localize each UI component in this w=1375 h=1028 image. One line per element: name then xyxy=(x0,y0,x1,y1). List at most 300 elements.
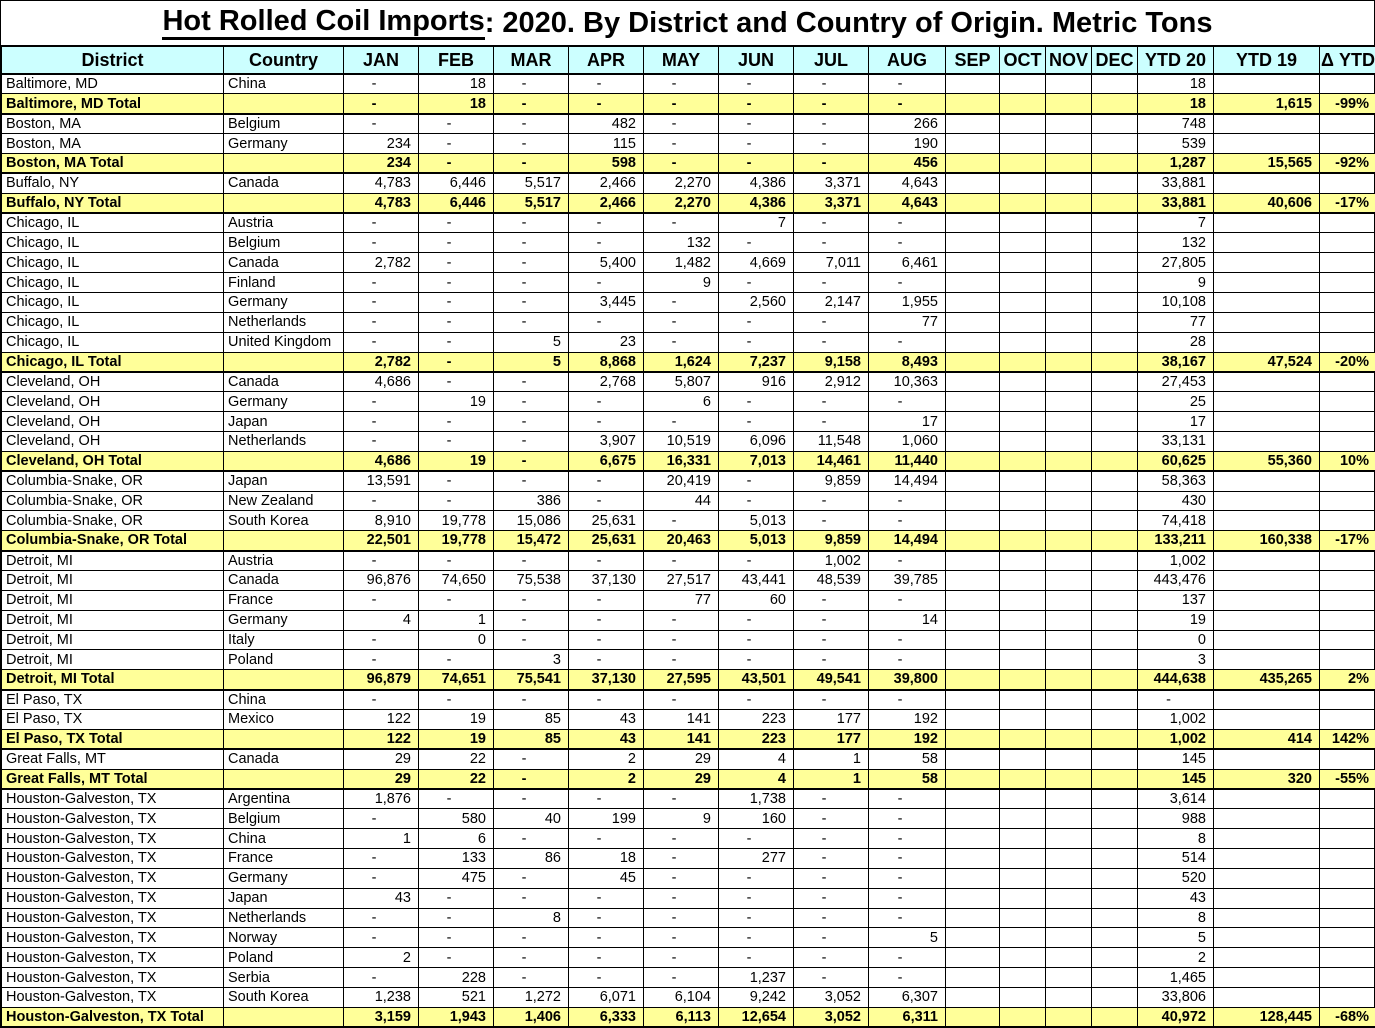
cell-apr: - xyxy=(569,590,644,610)
cell-jun: 277 xyxy=(719,849,794,869)
cell-apr: 2,466 xyxy=(569,193,644,213)
cell-mar: - xyxy=(494,948,569,968)
cell-dec xyxy=(1092,511,1138,531)
cell-oct xyxy=(1000,988,1046,1008)
cell-district: Chicago, IL xyxy=(2,233,224,253)
cell-country: Germany xyxy=(224,392,344,412)
cell-country: Mexico xyxy=(224,710,344,730)
district-total-row xyxy=(2,352,1375,372)
cell-aug: 39,800 xyxy=(869,670,946,690)
cell-country: France xyxy=(224,849,344,869)
cell-may: - xyxy=(644,928,719,948)
cell-feb: 19 xyxy=(419,451,494,471)
table-row xyxy=(2,511,1375,531)
cell-nov xyxy=(1046,849,1092,869)
cell-delta-ytd xyxy=(1320,888,1375,908)
cell-nov xyxy=(1046,690,1092,710)
cell-jan: 234 xyxy=(344,153,419,173)
cell-nov xyxy=(1046,511,1092,531)
cell-feb: - xyxy=(419,650,494,670)
cell-apr: - xyxy=(569,948,644,968)
cell-dec xyxy=(1092,829,1138,849)
column-header-ytd: Δ YTD xyxy=(1320,46,1375,74)
cell-delta-ytd xyxy=(1320,610,1375,630)
cell-apr: 2 xyxy=(569,749,644,769)
cell-feb: 1 xyxy=(419,610,494,630)
cell-nov xyxy=(1046,213,1092,233)
cell-nov xyxy=(1046,372,1092,392)
table-row xyxy=(2,372,1375,392)
cell-jan: - xyxy=(344,968,419,988)
cell-delta-ytd xyxy=(1320,928,1375,948)
table-row xyxy=(2,213,1375,233)
cell-nov xyxy=(1046,153,1092,173)
cell-country: Germany xyxy=(224,868,344,888)
cell-jan: - xyxy=(344,849,419,869)
cell-jan: - xyxy=(344,928,419,948)
table-row xyxy=(2,809,1375,829)
cell-ytd20: 137 xyxy=(1138,590,1214,610)
cell-jun: 7,013 xyxy=(719,451,794,471)
cell-feb: - xyxy=(419,213,494,233)
cell-may: 1,482 xyxy=(644,253,719,273)
cell-dec xyxy=(1092,431,1138,451)
cell-ytd19 xyxy=(1214,849,1320,869)
cell-apr: - xyxy=(569,233,644,253)
column-header-jun: JUN xyxy=(719,46,794,74)
cell-may: 6 xyxy=(644,392,719,412)
cell-ytd20: 43 xyxy=(1138,888,1214,908)
cell-mar: - xyxy=(494,134,569,154)
cell-ytd20: 3,614 xyxy=(1138,789,1214,809)
cell-mar: - xyxy=(494,829,569,849)
cell-ytd19 xyxy=(1214,710,1320,730)
cell-oct xyxy=(1000,253,1046,273)
cell-jun: 4 xyxy=(719,749,794,769)
cell-dec xyxy=(1092,690,1138,710)
cell-mar: - xyxy=(494,153,569,173)
cell-dec xyxy=(1092,789,1138,809)
cell-feb: 19 xyxy=(419,729,494,749)
cell-ytd20: 28 xyxy=(1138,332,1214,352)
table-row xyxy=(2,292,1375,312)
cell-dec xyxy=(1092,392,1138,412)
cell-oct xyxy=(1000,312,1046,332)
cell-ytd20: 27,805 xyxy=(1138,253,1214,273)
cell-jan: 1,238 xyxy=(344,988,419,1008)
cell-mar: - xyxy=(494,630,569,650)
cell-jun: 4,669 xyxy=(719,253,794,273)
cell-apr: - xyxy=(569,650,644,670)
cell-oct xyxy=(1000,451,1046,471)
cell-ytd19 xyxy=(1214,888,1320,908)
cell-district: Cleveland, OH xyxy=(2,431,224,451)
cell-ytd19 xyxy=(1214,412,1320,432)
cell-delta-ytd xyxy=(1320,908,1375,928)
cell-district: Cleveland, OH xyxy=(2,372,224,392)
cell-ytd20: 60,625 xyxy=(1138,451,1214,471)
table-row xyxy=(2,849,1375,869)
cell-mar: - xyxy=(494,968,569,988)
cell-apr: - xyxy=(569,412,644,432)
cell-aug: 58 xyxy=(869,749,946,769)
cell-district: Houston-Galveston, TX Total xyxy=(2,1007,224,1027)
cell-jun: - xyxy=(719,610,794,630)
cell-feb: - xyxy=(419,134,494,154)
table-row xyxy=(2,829,1375,849)
cell-apr: - xyxy=(569,551,644,571)
cell-ytd20: 145 xyxy=(1138,749,1214,769)
table-row xyxy=(2,253,1375,273)
cell-aug: - xyxy=(869,908,946,928)
cell-mar: - xyxy=(494,74,569,94)
cell-jan: 1,876 xyxy=(344,789,419,809)
cell-country xyxy=(224,352,344,372)
cell-ytd19: 414 xyxy=(1214,729,1320,749)
cell-delta-ytd xyxy=(1320,749,1375,769)
cell-ytd20: 38,167 xyxy=(1138,352,1214,372)
cell-jun: 43,441 xyxy=(719,570,794,590)
cell-feb: - xyxy=(419,551,494,571)
cell-district: Cleveland, OH xyxy=(2,412,224,432)
cell-jul: 2,147 xyxy=(794,292,869,312)
cell-ytd20: 1,287 xyxy=(1138,153,1214,173)
cell-oct xyxy=(1000,491,1046,511)
cell-may: - xyxy=(644,292,719,312)
table-row xyxy=(2,968,1375,988)
cell-dec xyxy=(1092,968,1138,988)
cell-nov xyxy=(1046,551,1092,571)
cell-sep xyxy=(946,332,1000,352)
cell-mar: 15,086 xyxy=(494,511,569,531)
cell-district: Columbia-Snake, OR Total xyxy=(2,531,224,551)
table-row xyxy=(2,551,1375,571)
cell-jun: 5,013 xyxy=(719,511,794,531)
cell-ytd19: 435,265 xyxy=(1214,670,1320,690)
cell-jan: - xyxy=(344,491,419,511)
cell-mar: - xyxy=(494,114,569,134)
cell-may: - xyxy=(644,312,719,332)
cell-sep xyxy=(946,710,1000,730)
cell-ytd19 xyxy=(1214,173,1320,193)
cell-feb: - xyxy=(419,114,494,134)
cell-mar: 5,517 xyxy=(494,173,569,193)
cell-mar: 3 xyxy=(494,650,569,670)
cell-country: New Zealand xyxy=(224,491,344,511)
cell-feb: 19 xyxy=(419,392,494,412)
cell-feb: - xyxy=(419,233,494,253)
cell-jun: 7 xyxy=(719,213,794,233)
cell-mar: 1,272 xyxy=(494,988,569,1008)
cell-jun: - xyxy=(719,829,794,849)
cell-apr: - xyxy=(569,630,644,650)
cell-aug: 17 xyxy=(869,412,946,432)
cell-sep xyxy=(946,729,1000,749)
cell-jul: - xyxy=(794,233,869,253)
cell-mar: - xyxy=(494,412,569,432)
cell-jun: - xyxy=(719,412,794,432)
cell-mar: - xyxy=(494,292,569,312)
cell-ytd19 xyxy=(1214,551,1320,571)
district-total-row xyxy=(2,153,1375,173)
cell-district: Houston-Galveston, TX xyxy=(2,868,224,888)
cell-country xyxy=(224,769,344,789)
cell-dec xyxy=(1092,769,1138,789)
cell-apr: 43 xyxy=(569,729,644,749)
cell-may: - xyxy=(644,213,719,233)
cell-jun: 1,738 xyxy=(719,789,794,809)
cell-nov xyxy=(1046,749,1092,769)
cell-feb: 18 xyxy=(419,74,494,94)
cell-delta-ytd: -99% xyxy=(1320,94,1375,114)
cell-jun: 7,237 xyxy=(719,352,794,372)
cell-ytd19: 40,606 xyxy=(1214,193,1320,213)
cell-oct xyxy=(1000,392,1046,412)
cell-nov xyxy=(1046,988,1092,1008)
cell-country: South Korea xyxy=(224,988,344,1008)
cell-aug: - xyxy=(869,392,946,412)
cell-country: Canada xyxy=(224,253,344,273)
cell-ytd19 xyxy=(1214,590,1320,610)
cell-oct xyxy=(1000,570,1046,590)
cell-ytd20: 10,108 xyxy=(1138,292,1214,312)
cell-delta-ytd xyxy=(1320,968,1375,988)
cell-dec xyxy=(1092,213,1138,233)
cell-sep xyxy=(946,590,1000,610)
cell-dec xyxy=(1092,1007,1138,1027)
cell-ytd19 xyxy=(1214,868,1320,888)
cell-jul: - xyxy=(794,908,869,928)
cell-mar: - xyxy=(494,94,569,114)
cell-jun: 60 xyxy=(719,590,794,610)
cell-oct xyxy=(1000,74,1046,94)
cell-ytd20: 748 xyxy=(1138,114,1214,134)
cell-jun: 1,237 xyxy=(719,968,794,988)
district-total-row xyxy=(2,531,1375,551)
cell-jan: 4,686 xyxy=(344,372,419,392)
cell-country: Austria xyxy=(224,213,344,233)
cell-jul: - xyxy=(794,332,869,352)
cell-sep xyxy=(946,451,1000,471)
cell-may: - xyxy=(644,849,719,869)
cell-aug: 11,440 xyxy=(869,451,946,471)
cell-jun: 916 xyxy=(719,372,794,392)
cell-jul: - xyxy=(794,74,869,94)
cell-district: Houston-Galveston, TX xyxy=(2,829,224,849)
cell-dec xyxy=(1092,729,1138,749)
cell-sep xyxy=(946,1007,1000,1027)
cell-district: Detroit, MI xyxy=(2,610,224,630)
table-row xyxy=(2,114,1375,134)
cell-jan: - xyxy=(344,292,419,312)
column-header-district: District xyxy=(2,46,224,74)
cell-aug: - xyxy=(869,888,946,908)
cell-ytd20: 133,211 xyxy=(1138,531,1214,551)
cell-nov xyxy=(1046,1007,1092,1027)
cell-country: Japan xyxy=(224,471,344,491)
cell-ytd19 xyxy=(1214,690,1320,710)
table-row xyxy=(2,590,1375,610)
table-row xyxy=(2,749,1375,769)
cell-country: Netherlands xyxy=(224,312,344,332)
cell-sep xyxy=(946,968,1000,988)
cell-country xyxy=(224,451,344,471)
cell-ytd19 xyxy=(1214,988,1320,1008)
cell-ytd20: 25 xyxy=(1138,392,1214,412)
cell-nov xyxy=(1046,233,1092,253)
cell-nov xyxy=(1046,710,1092,730)
cell-ytd19 xyxy=(1214,570,1320,590)
cell-delta-ytd xyxy=(1320,551,1375,571)
cell-aug: - xyxy=(869,868,946,888)
table-row xyxy=(2,471,1375,491)
cell-sep xyxy=(946,233,1000,253)
cell-ytd19: 47,524 xyxy=(1214,352,1320,372)
cell-may: - xyxy=(644,551,719,571)
cell-ytd20: 0 xyxy=(1138,630,1214,650)
cell-nov xyxy=(1046,471,1092,491)
cell-dec xyxy=(1092,134,1138,154)
cell-oct xyxy=(1000,134,1046,154)
cell-oct xyxy=(1000,630,1046,650)
cell-jun: 5,013 xyxy=(719,531,794,551)
cell-jul: - xyxy=(794,134,869,154)
cell-delta-ytd: 10% xyxy=(1320,451,1375,471)
cell-feb: - xyxy=(419,312,494,332)
cell-jul: - xyxy=(794,849,869,869)
cell-oct xyxy=(1000,769,1046,789)
cell-may: - xyxy=(644,412,719,432)
cell-mar: 5,517 xyxy=(494,193,569,213)
cell-may: 9 xyxy=(644,273,719,293)
cell-district: Houston-Galveston, TX xyxy=(2,849,224,869)
cell-delta-ytd xyxy=(1320,710,1375,730)
cell-jul: 3,052 xyxy=(794,988,869,1008)
cell-delta-ytd xyxy=(1320,412,1375,432)
cell-feb: 580 xyxy=(419,809,494,829)
cell-apr: - xyxy=(569,789,644,809)
cell-apr: 115 xyxy=(569,134,644,154)
cell-nov xyxy=(1046,491,1092,511)
cell-ytd20: 5 xyxy=(1138,928,1214,948)
cell-nov xyxy=(1046,332,1092,352)
cell-district: Buffalo, NY xyxy=(2,173,224,193)
cell-aug: - xyxy=(869,74,946,94)
cell-apr: 37,130 xyxy=(569,570,644,590)
cell-sep xyxy=(946,471,1000,491)
cell-dec xyxy=(1092,193,1138,213)
cell-delta-ytd: -68% xyxy=(1320,1007,1375,1027)
cell-may: 10,519 xyxy=(644,431,719,451)
column-header-ytd-19: YTD 19 xyxy=(1214,46,1320,74)
cell-ytd20: 1,002 xyxy=(1138,710,1214,730)
cell-dec xyxy=(1092,173,1138,193)
cell-country: Finland xyxy=(224,273,344,293)
cell-jun: 6,096 xyxy=(719,431,794,451)
cell-jan: 2 xyxy=(344,948,419,968)
cell-delta-ytd xyxy=(1320,253,1375,273)
cell-district: Chicago, IL xyxy=(2,273,224,293)
cell-district: Detroit, MI xyxy=(2,650,224,670)
cell-ytd19 xyxy=(1214,789,1320,809)
cell-ytd19 xyxy=(1214,491,1320,511)
cell-ytd20: 8 xyxy=(1138,908,1214,928)
cell-jun: 2,560 xyxy=(719,292,794,312)
cell-jul: - xyxy=(794,94,869,114)
cell-mar: - xyxy=(494,789,569,809)
cell-aug: 6,311 xyxy=(869,1007,946,1027)
cell-ytd20: 3 xyxy=(1138,650,1214,670)
cell-ytd19 xyxy=(1214,292,1320,312)
cell-apr: - xyxy=(569,392,644,412)
cell-dec xyxy=(1092,928,1138,948)
district-total-row xyxy=(2,1007,1375,1027)
cell-jun: - xyxy=(719,948,794,968)
cell-jun: - xyxy=(719,908,794,928)
cell-oct xyxy=(1000,471,1046,491)
table-row xyxy=(2,233,1375,253)
cell-nov xyxy=(1046,134,1092,154)
cell-district: Houston-Galveston, TX xyxy=(2,789,224,809)
cell-nov xyxy=(1046,352,1092,372)
cell-jan: 22,501 xyxy=(344,531,419,551)
cell-country xyxy=(224,729,344,749)
cell-district: Houston-Galveston, TX xyxy=(2,928,224,948)
cell-aug: - xyxy=(869,849,946,869)
cell-dec xyxy=(1092,809,1138,829)
cell-may: 6,104 xyxy=(644,988,719,1008)
cell-jan: 1 xyxy=(344,829,419,849)
cell-ytd19 xyxy=(1214,948,1320,968)
page-title xyxy=(1,0,1374,45)
cell-dec xyxy=(1092,114,1138,134)
cell-oct xyxy=(1000,888,1046,908)
cell-ytd19 xyxy=(1214,471,1320,491)
cell-jan: - xyxy=(344,908,419,928)
cell-jul: - xyxy=(794,213,869,233)
cell-may: - xyxy=(644,968,719,988)
cell-feb: - xyxy=(419,471,494,491)
cell-sep xyxy=(946,352,1000,372)
cell-delta-ytd xyxy=(1320,134,1375,154)
cell-aug: - xyxy=(869,690,946,710)
cell-ytd19: 1,615 xyxy=(1214,94,1320,114)
cell-delta-ytd xyxy=(1320,809,1375,829)
cell-apr: 18 xyxy=(569,849,644,869)
cell-feb: - xyxy=(419,908,494,928)
cell-ytd19 xyxy=(1214,312,1320,332)
table-row xyxy=(2,570,1375,590)
page-title-underlined: Hot Rolled Coil Imports xyxy=(162,6,484,41)
cell-aug: 8,493 xyxy=(869,352,946,372)
cell-jan: 4,783 xyxy=(344,193,419,213)
cell-dec xyxy=(1092,590,1138,610)
cell-jul: 3,371 xyxy=(794,173,869,193)
table-body xyxy=(2,74,1375,1027)
cell-ytd20: 9 xyxy=(1138,273,1214,293)
cell-ytd20: 18 xyxy=(1138,74,1214,94)
cell-aug: 192 xyxy=(869,729,946,749)
cell-dec xyxy=(1092,908,1138,928)
cell-jan: - xyxy=(344,551,419,571)
cell-apr: 2 xyxy=(569,769,644,789)
cell-ytd20: 443,476 xyxy=(1138,570,1214,590)
cell-sep xyxy=(946,908,1000,928)
cell-ytd19 xyxy=(1214,273,1320,293)
district-total-row xyxy=(2,193,1375,213)
cell-aug: 58 xyxy=(869,769,946,789)
cell-sep xyxy=(946,630,1000,650)
